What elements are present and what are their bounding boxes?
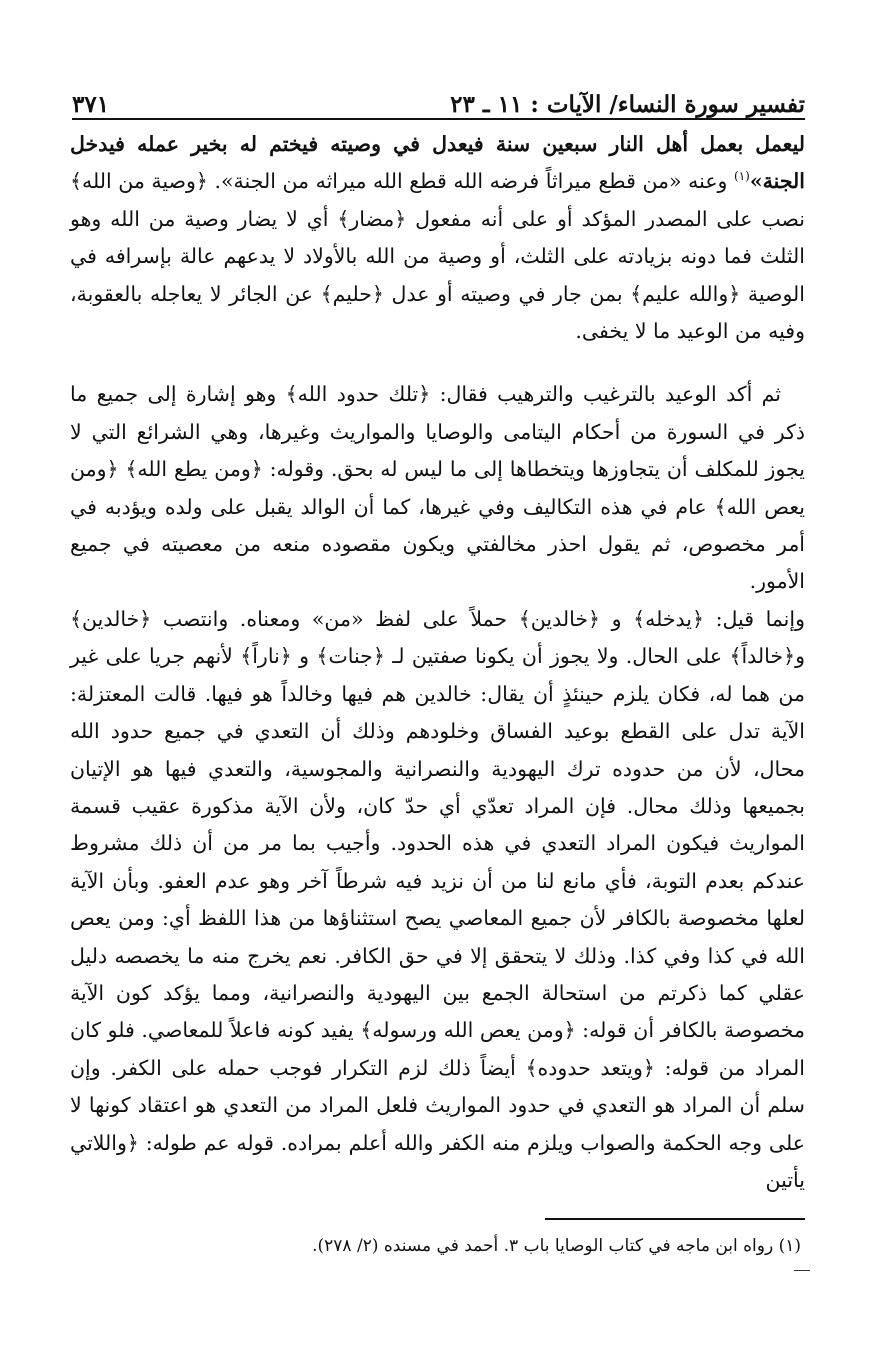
paragraph-2: ثم أكد الوعيد بالترغيب والترهيب فقال: ﴿تلك حدود الله﴾ وهو إشارة إلى جميع ما ذكر في السورة من أحكام اليتامى والوصايا والمواريث وغيرها، وهي الشرائع التي لا يجوز للمكلف أن يتجاوزها ويتخطاها إلى ما ليس له بحق. وقوله: ﴿ومن يطع الله﴾ ﴿ومن يعص الله﴾ عام في هذه التكاليف وفي غيرها، كما أن الوالد يقبل على ولده ويؤدبه في أمر مخصوص، ثم يقول احذر مخالفتي ويكون مقصوده منعه من معصيته في جميع الأمور. bbox=[70, 382, 805, 594]
paragraph-1-body: وعنه «من قطع ميراثاً فرضه الله قطع الله ميراثه من الجنة». ﴿وصية من الله﴾ نصب على المصدر المؤكد أو على أنه مفعول ﴿مضار﴾ أي لا يضار وصية من الله وهو الثلث فما دونه بزيادته على الثلث، أو وصية من الله بالأولاد لا يدعهم عالة بإسرافه في الوصية ﴿والله عليم﴾ بمن جار في وصيته أو عدل ﴿حليم﴾ عن الجائر لا يعاجله بالعقوبة، وفيه من الوعيد ما لا يخفى. bbox=[70, 169, 805, 344]
paragraph-1-lead: ليعمل بعمل أهل النار سبعين سنة فيعدل في وصيته فيختم له بخير عمله فيدخل الجنة» bbox=[70, 132, 805, 194]
header-rule bbox=[72, 118, 805, 120]
paragraph-3: وإنما قيل: ﴿يدخله﴾ و ﴿خالدين﴾ حملاً على لفظ «من» ومعناه. وانتصب ﴿خالدين﴾ و﴿خالداً﴾ على الحال. ولا يجوز أن يكونا صفتين لـ ﴿جنات﴾ و ﴿ناراً﴾ لأنهم جريا على غير من هما له، فكان يلزم حينئذٍ أن يقال: خالدين هم فيها وخالداً هو فيها. قالت المعتزلة: الآية تدل على القطع بوعيد الفساق وخلودهم وذلك أن التعدي في جميع حدود الله محال، لأن من حدوده ترك اليهودية والنصرانية والمجوسية، والتعدي فيها هو الإتيان بجميعها وذلك محال. فإن المراد تعدّي أي حدّ كان، ولأن الآية مذكورة عقيب قسمة المواريث فيكون المراد التعدي في هذه الحدود. وأجيب بما مر من أن ذلك مشروط عندكم بعدم التوبة، فأي مانع لنا من أن نزيد فيه شرطاً آخر وهو عدم العفو. وبأن الآية لعلها مخصوصة بالكافر لأن جميع المعاصي يصح استثناؤها من هذا اللفظ أي: ومن يعص الله في كذا وفي كذا. وذلك لا يتحقق إلا في حق الكافر. نعم يخرج منه ما يخصصه دليل عقلي كما ذكرتم من استحالة الجمع بين اليهودية والنصرانية، ومما يؤكد كون الآية مخصوصة بالكافر أن قوله: ﴿ومن يعص الله ورسوله﴾ يفيد كونه فاعلاً للمعاصي. فلو كان المراد من قوله: ﴿ويتعد حدوده﴾ أيضاً ذلك لزم التكرار فوجب حمله على الكفر. وإن سلم أن المراد هو التعدي في حدود المواريث فلعل المراد من التعدي هو اعتقاد كونها لا على وجه الحكمة والصواب ويلزم منه الكفر والله أعلم بمراده. قوله عم طوله: ﴿واللاتي يأتين bbox=[70, 606, 805, 1192]
running-title: تفسير سورة النساء/ الآيات : ١١ ـ ٢٣ bbox=[450, 90, 805, 118]
footnote-ref: (١) bbox=[734, 169, 750, 184]
footnote: (١) رواه ابن ماجه في كتاب الوصايا باب ٣. أحمد في مسنده (٢/ ٢٧٨). bbox=[312, 1236, 801, 1256]
page-number: ٣٧١ bbox=[72, 90, 110, 118]
footnote-rule bbox=[545, 1218, 805, 1220]
main-text bbox=[70, 126, 805, 1199]
margin-mark bbox=[794, 1270, 810, 1271]
paragraph-1 bbox=[70, 126, 805, 350]
